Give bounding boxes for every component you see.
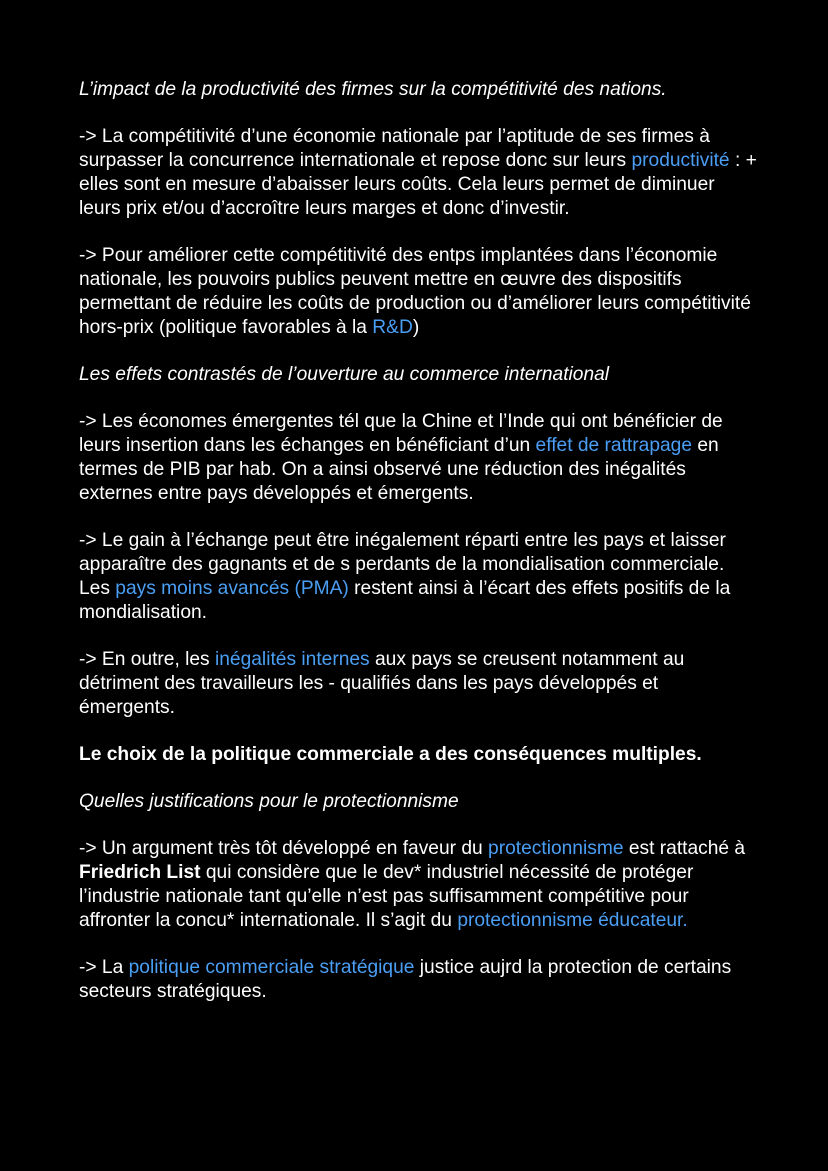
section-title-productivity: L’impact de la productivité des firmes sur la compétitivité des nations. xyxy=(79,79,667,100)
section-title-contrasted-effects: Les effets contrastés de l’ouverture au commerce international xyxy=(79,364,610,385)
paragraph-public-policy xyxy=(79,244,759,340)
text-run: est rattaché à xyxy=(623,838,746,859)
keyword-rd: R&D xyxy=(372,317,413,338)
keyword-protectionnisme-educateur: protectionnisme éducateur. xyxy=(457,910,688,931)
text-run: -> La xyxy=(79,957,129,978)
text-run: : + elles sont en mesure d’abaisser leurs coûts. Cela leurs permet de diminuer leurs prix et/ou d’accroître leurs marges et donc d’investir. xyxy=(79,150,757,219)
document-page xyxy=(79,78,759,1027)
text-run: -> La compétitivité d’une économie nationale par l’aptitude de ses firmes à surpasser la concurrence internationale et repose donc sur leurs xyxy=(79,126,710,171)
text-run: en termes de PIB par hab. On a ainsi observé une réduction des inégalités externes entre pays développés et émergents. xyxy=(79,435,719,504)
name-friedrich-list: Friedrich List xyxy=(79,862,201,883)
paragraph-friedrich-list xyxy=(79,837,759,933)
text-run: -> En outre, les xyxy=(79,649,215,670)
text-run: -> Pour améliorer cette compétitivité des entps implantées dans l’économie nationale, les pouvoirs publics peuvent mettre en œuvre des dispositifs permettant de réduire les coûts de production ou d’améliorer leurs compétitivité hors-prix (politique favorables à la xyxy=(79,245,751,338)
text-run: justice aujrd la protection de certains secteurs stratégiques. xyxy=(79,957,732,1002)
text-run: -> Les économes émergentes tél que la Chine et l’Inde qui ont bénéficier de leurs insertion dans les échanges en bénéficiant d’un xyxy=(79,411,723,456)
text-run: qui considère que le dev* industriel nécessité de protéger l’industrie nationale tant qu’elle n’est pas suffisamment compétitive pour affronter la concu* internationale. Il s’agit du xyxy=(79,862,694,931)
paragraph-internal-inequalities xyxy=(79,648,759,720)
text-run: ) xyxy=(412,317,420,338)
keyword-inegalites-internes: inégalités internes xyxy=(214,649,370,670)
paragraph-emerging-economies xyxy=(79,410,759,506)
paragraph-exchange-gain xyxy=(79,529,759,625)
keyword-pma: pays moins avancés (PMA) xyxy=(115,578,349,599)
keyword-effet-de-rattrapage: effet de rattrapage xyxy=(535,435,693,456)
paragraph-strategic-trade-policy xyxy=(79,956,759,1004)
keyword-politique-commerciale-strategique: politique commerciale stratégique xyxy=(128,957,415,978)
text-run: aux pays se creusent notamment au détriment des travailleurs les - qualifiés dans les pays développés et émergents. xyxy=(79,649,685,718)
text-run: -> Un argument très tôt développé en faveur du xyxy=(79,838,489,859)
section-title-trade-policy: Le choix de la politique commerciale a des conséquences multiples. xyxy=(79,744,702,765)
keyword-productivite: productivité xyxy=(631,150,730,171)
text-run: restent ainsi à l’écart des effets positifs de la mondialisation. xyxy=(79,578,731,623)
section-title-protectionism: Quelles justifications pour le protectionnisme xyxy=(79,791,459,812)
paragraph-competitiveness xyxy=(79,125,759,221)
keyword-protectionnisme: protectionnisme xyxy=(488,838,624,859)
text-run: -> Le gain à l’échange peut être inégalement réparti entre les pays et laisser apparaître des gagnants et de s perdants de la mondialisation commerciale. Les xyxy=(79,530,726,599)
